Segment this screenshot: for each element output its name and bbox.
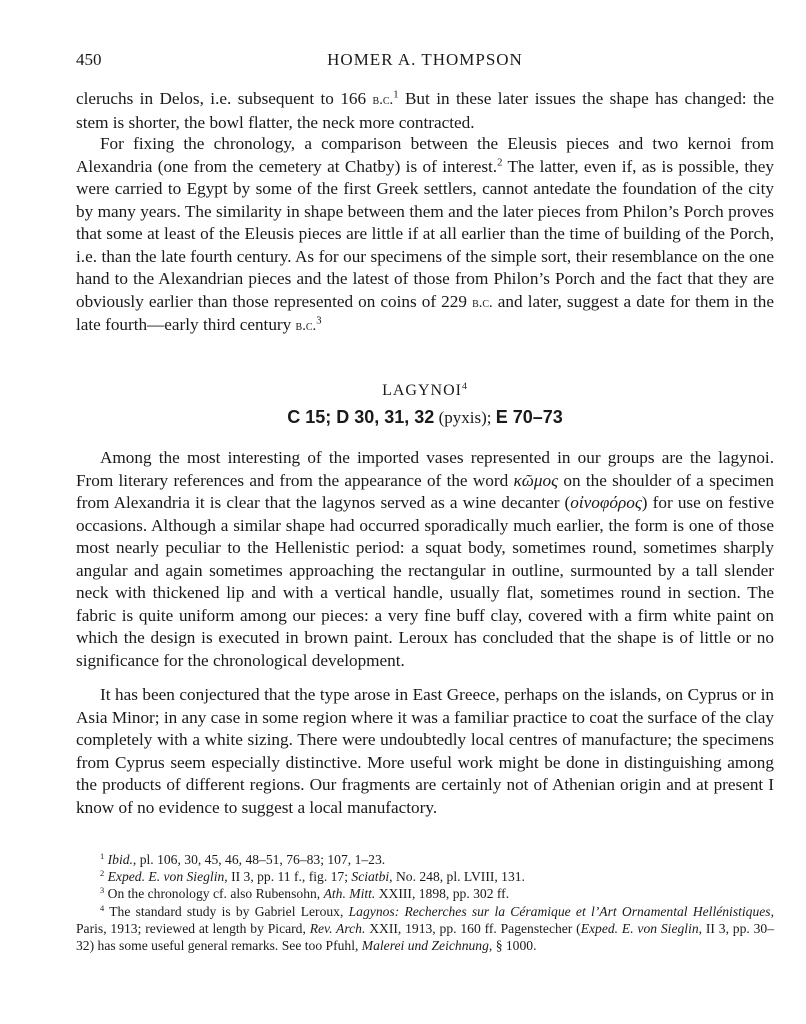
footnote-ref[interactable]: 1 (393, 89, 399, 101)
paragraph-lagynoi (76, 447, 774, 672)
running-head (76, 50, 774, 74)
catalogue-ref-note: (pyxis); (434, 408, 496, 427)
text-run: Among the most interesting of the imported vases represented in our groups are the lagynoi. From literary references and from the appearance of the word (76, 448, 774, 490)
text-run: , § 1000. (488, 938, 537, 954)
text-run: , II 3, pp. 30–32) has some useful general remarks. See too Pfuhl, (76, 920, 775, 954)
text-run: For fixing the chronology, a comparison between the Eleusis pieces and two kernoi from Alexandria (one from the cemetery at Chatby) is of interest. (76, 134, 774, 176)
text-run: But in these later issues the shape has changed: the stem is shorter, the bowl flatter, the neck more contracted. (76, 89, 774, 132)
paragraph-origin: It has been conjectured that the type arose in East Greece, perhaps on the islands, on Cyprus or in Asia Minor; in any case in some region where it was a familiar practice to coat the surface of the clay completely with a white sizing. There were undoubtedly local centres of manufacture; the specimens from Cyprus seem especially distinctive. More useful work might be done in distinguishing among the products of different regions. Our fragments are certainly not of Athenian origin and at present I know of no evidence to suggest a local manufactory. (76, 685, 774, 817)
catalogue-ref-group: C 15; D 30, 31, 32 (287, 407, 435, 427)
section-heading (76, 382, 774, 400)
footnote-ref[interactable]: 3 (316, 315, 322, 327)
footnote-number: 4 (100, 902, 105, 913)
footnote-number: 2 (100, 868, 105, 879)
section-title: LAGYNOI (382, 382, 462, 399)
page-number: 450 (76, 50, 102, 69)
text-run: , No. 248, pl. LVIII, 131. (389, 869, 525, 885)
era-abbreviation: b.c. (472, 294, 493, 311)
greek-word: οἰνοφόρος (570, 493, 642, 512)
text-run: Ibid. (107, 852, 133, 867)
text-run: on the shoulder of a specimen from Alexandria it is clear that the lagynos served as a wine decanter ( (76, 470, 775, 512)
catalogue-references (76, 407, 774, 428)
text-run: , pl. 106, 30, 45, 46, 48–51, 76–83; 107, 1–23. (132, 852, 386, 867)
text-run: Exped. E. von Sieglin (107, 869, 225, 885)
text-run: The latter, even if, as is possible, they were carried to Egypt by some of the first Greek settlers, cannot antedate the foundation of the city by many years. The similarity in shape between them and the later pieces from Philon’s Porch proves that some at least of the Eleusis pieces are little if at all earlier than the time of building of the Porch, i.e. than the late fourth century. As for our specimens of the simple sort, their resemblance on the one hand to the Alexandrian pieces and the latest of those from Philon’s Porch and the fact that they are obviously earlier than those represented on coins of 229 (76, 156, 774, 311)
text-run: XXII, 1913, pp. 160 ff. Pagenstecher ( (365, 920, 581, 936)
footnote-ref[interactable]: 2 (497, 157, 503, 169)
text-run: ) for use on festive occasions. Although a similar shape had occurred sporadically much earlier, the form is one of those most nearly peculiar to the Hellenistic period: a squat body, sometimes round, sometimes sharply angular and again sometimes approaching the rectangular in outline, surmounted by a tall slender neck with thickened lip and with a vertical handle, usually flat, sometimes round in section. The fabric is quite uniform among our pieces: a very fine buff clay, covered with a firm white paint on which the design is executed in brown paint. Leroux has concluded that the shape is of little or no significance for the chronological development. (76, 493, 774, 670)
greek-word: κῶμος (513, 470, 559, 490)
text-run: Lagynos: Recherches sur la Céramique et l’Art Ornamental Hellénistiques (348, 903, 771, 919)
footnote-1 (76, 851, 774, 868)
text-run: Exped. E. von Sieglin (580, 920, 699, 936)
era-abbreviation: b.c. (372, 92, 394, 108)
text-run: , II 3, pp. 11 f., fig. 17; (224, 869, 352, 885)
text-run: Sciatbi (351, 869, 390, 885)
text-run: On the chronology cf. also Rubensohn, (107, 886, 324, 902)
text-run: Malerei und Zeichnung (361, 938, 489, 954)
text-run: The standard study is by Gabriel Leroux, (109, 903, 349, 919)
text-run: and later, suggest a date for them in the late fourth—early third century (76, 291, 774, 334)
footnote-number: 1 (100, 850, 105, 861)
catalogue-ref-group: E 70–73 (495, 407, 563, 427)
era-abbreviation: b.c. (295, 318, 317, 334)
footnote-number: 3 (100, 885, 105, 896)
running-head-author: HOMER A. THOMPSON (327, 50, 523, 69)
footnote-4 (76, 903, 774, 955)
paragraph-chronology (76, 133, 774, 338)
text-run: XXIII, 1898, pp. 302 ff. (375, 886, 510, 902)
footnote-3 (76, 885, 774, 902)
text-run: Ath. Mitt. (323, 886, 376, 902)
footnote-ref[interactable]: 4 (461, 381, 468, 393)
text-run: cleruchs in Delos, i.e. subsequent to 166 (76, 89, 373, 108)
footnotes (76, 851, 774, 954)
paragraph-continuation (76, 88, 774, 134)
text-run: Rev. Arch. (309, 920, 366, 936)
footnote-2 (76, 868, 774, 885)
text-run: , Paris, 1913; reviewed at length by Picard, (76, 903, 774, 936)
